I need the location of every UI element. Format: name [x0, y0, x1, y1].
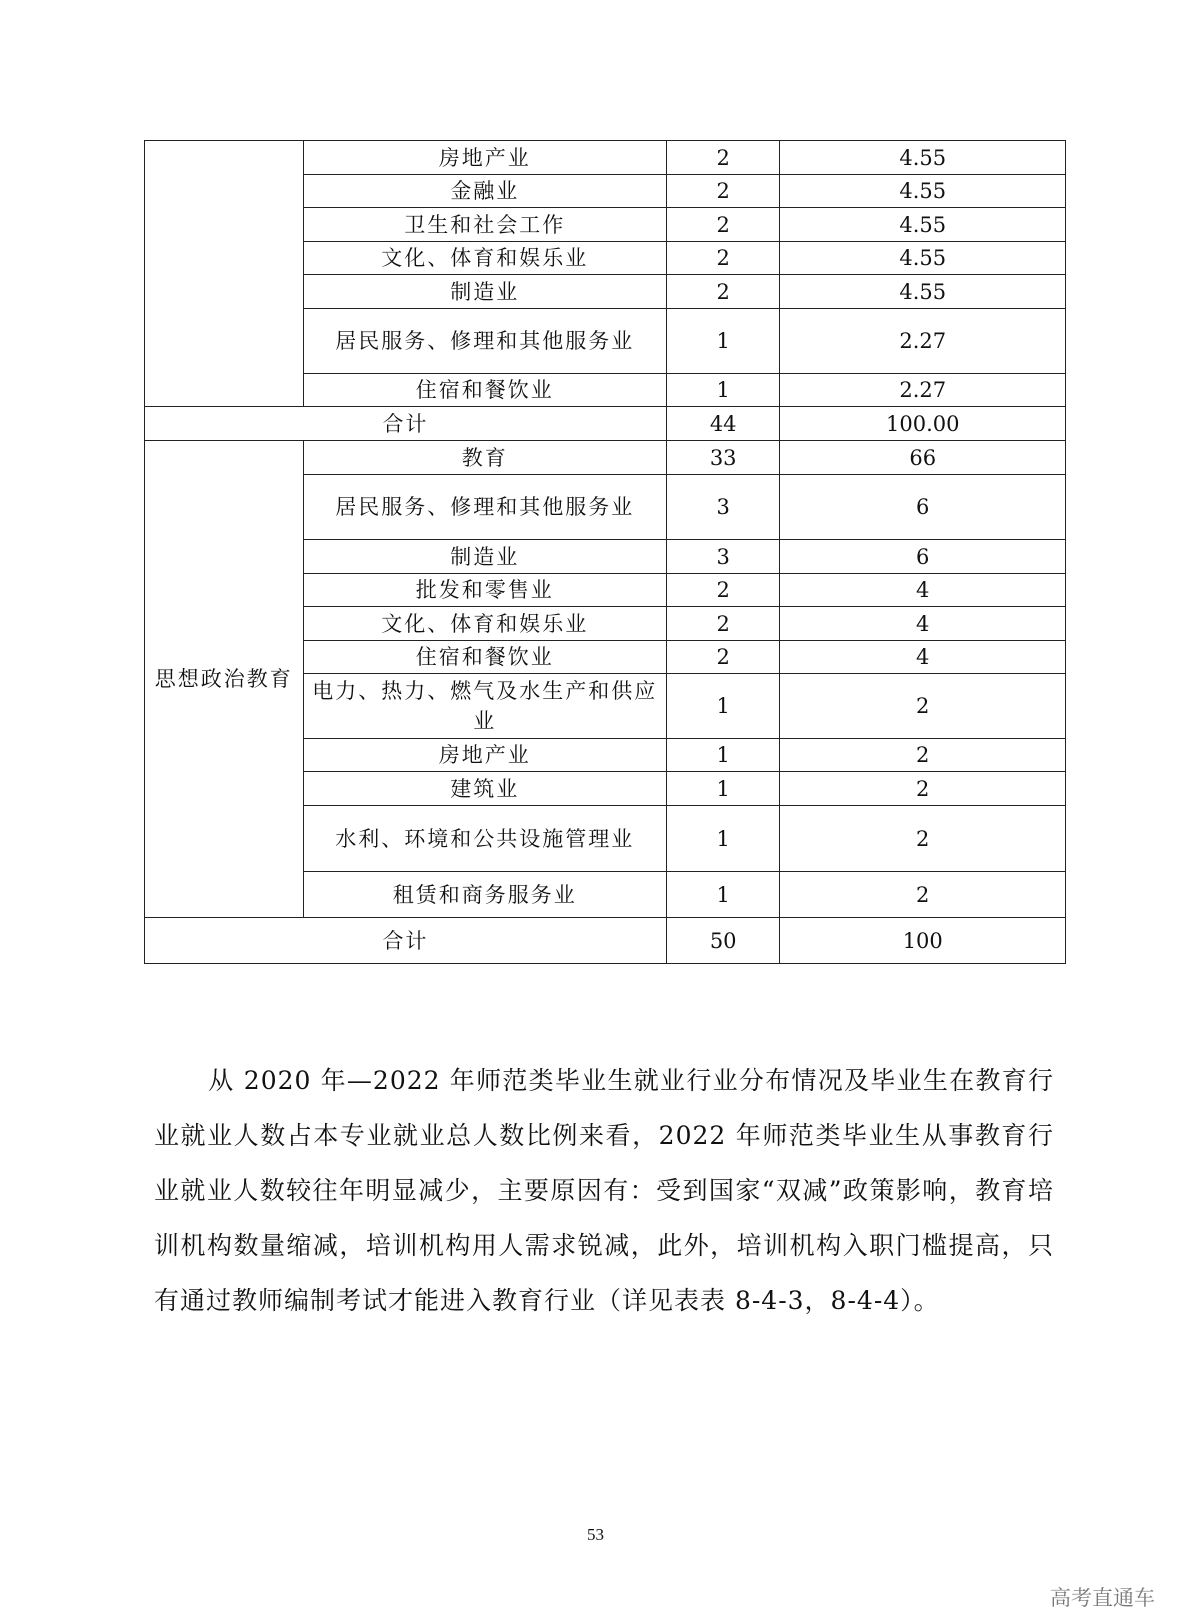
total-row — [145, 918, 1066, 964]
count-cell: 1 — [666, 806, 780, 872]
paragraph-text: 从 2020 年—2022 年师范类毕业生就业行业分布情况及毕业生在教育行业就业人数占本专业就业总人数比例来看，2022 年师范类毕业生从事教育行业就业人数较往年明显减少，主要原因有：受到国家“双减”政策影响，教育培训机构数量缩减，培训机构用人需求锐减，此外，培训机构入职门槛提高，只有通过教师编制考试才能进入教育行业（详见表表 8-4-3，8-4-4）。 — [154, 1066, 1054, 1315]
industry-cell: 文化、体育和娱乐业 — [303, 607, 666, 641]
industry-cell: 水利、环境和公共设施管理业 — [303, 806, 666, 872]
body-paragraph — [154, 1053, 1054, 1328]
industry-cell: 制造业 — [303, 275, 666, 309]
percent-cell: 6 — [780, 475, 1066, 540]
table-row — [145, 441, 1066, 475]
count-cell: 1 — [666, 309, 780, 374]
count-cell: 2 — [666, 607, 780, 641]
count-cell: 1 — [666, 739, 780, 772]
industry-distribution-table — [144, 140, 1066, 964]
table-row — [145, 141, 1066, 175]
industry-cell: 建筑业 — [303, 772, 666, 806]
count-cell: 3 — [666, 540, 780, 574]
total-label: 合计 — [145, 407, 667, 441]
industry-cell: 教育 — [303, 441, 666, 475]
count-cell: 2 — [666, 208, 780, 242]
industry-cell: 电力、热力、燃气及水生产和供应业 — [303, 674, 666, 739]
count-cell: 1 — [666, 872, 780, 918]
count-cell: 2 — [666, 141, 780, 175]
industry-cell: 批发和零售业 — [303, 574, 666, 607]
count-cell: 2 — [666, 574, 780, 607]
major-cell: 思想政治教育 — [145, 441, 304, 918]
industry-cell: 租赁和商务服务业 — [303, 872, 666, 918]
count-cell: 2 — [666, 242, 780, 275]
page-number: 53 — [587, 1525, 604, 1544]
percent-cell: 2.27 — [780, 309, 1066, 374]
percent-cell: 6 — [780, 540, 1066, 574]
watermark: 高考直通车 — [1050, 1586, 1155, 1610]
percent-cell: 4.55 — [780, 275, 1066, 309]
percent-cell: 4 — [780, 641, 1066, 674]
industry-cell: 住宿和餐饮业 — [303, 374, 666, 407]
percent-cell: 4.55 — [780, 208, 1066, 242]
major-cell-continued — [145, 141, 304, 407]
industry-cell: 文化、体育和娱乐业 — [303, 242, 666, 275]
percent-cell: 2 — [780, 739, 1066, 772]
percent-cell: 4.55 — [780, 141, 1066, 175]
industry-cell: 居民服务、修理和其他服务业 — [303, 309, 666, 374]
total-percent: 100.00 — [780, 407, 1066, 441]
total-count: 50 — [666, 918, 780, 964]
industry-cell: 房地产业 — [303, 739, 666, 772]
industry-cell: 卫生和社会工作 — [303, 208, 666, 242]
percent-cell: 2 — [780, 674, 1066, 739]
industry-cell: 制造业 — [303, 540, 666, 574]
count-cell: 1 — [666, 374, 780, 407]
count-cell: 1 — [666, 674, 780, 739]
industry-cell: 住宿和餐饮业 — [303, 641, 666, 674]
count-cell: 2 — [666, 275, 780, 309]
percent-cell: 66 — [780, 441, 1066, 475]
percent-cell: 4.55 — [780, 175, 1066, 208]
total-percent: 100 — [780, 918, 1066, 964]
count-cell: 2 — [666, 641, 780, 674]
percent-cell: 2 — [780, 872, 1066, 918]
percent-cell: 2 — [780, 806, 1066, 872]
total-count: 44 — [666, 407, 780, 441]
percent-cell: 4 — [780, 574, 1066, 607]
percent-cell: 2 — [780, 772, 1066, 806]
industry-cell: 居民服务、修理和其他服务业 — [303, 475, 666, 540]
percent-cell: 2.27 — [780, 374, 1066, 407]
count-cell: 3 — [666, 475, 780, 540]
total-row — [145, 407, 1066, 441]
percent-cell: 4.55 — [780, 242, 1066, 275]
count-cell: 2 — [666, 175, 780, 208]
percent-cell: 4 — [780, 607, 1066, 641]
count-cell: 33 — [666, 441, 780, 475]
total-label: 合计 — [145, 918, 667, 964]
industry-cell: 房地产业 — [303, 141, 666, 175]
industry-cell: 金融业 — [303, 175, 666, 208]
count-cell: 1 — [666, 772, 780, 806]
